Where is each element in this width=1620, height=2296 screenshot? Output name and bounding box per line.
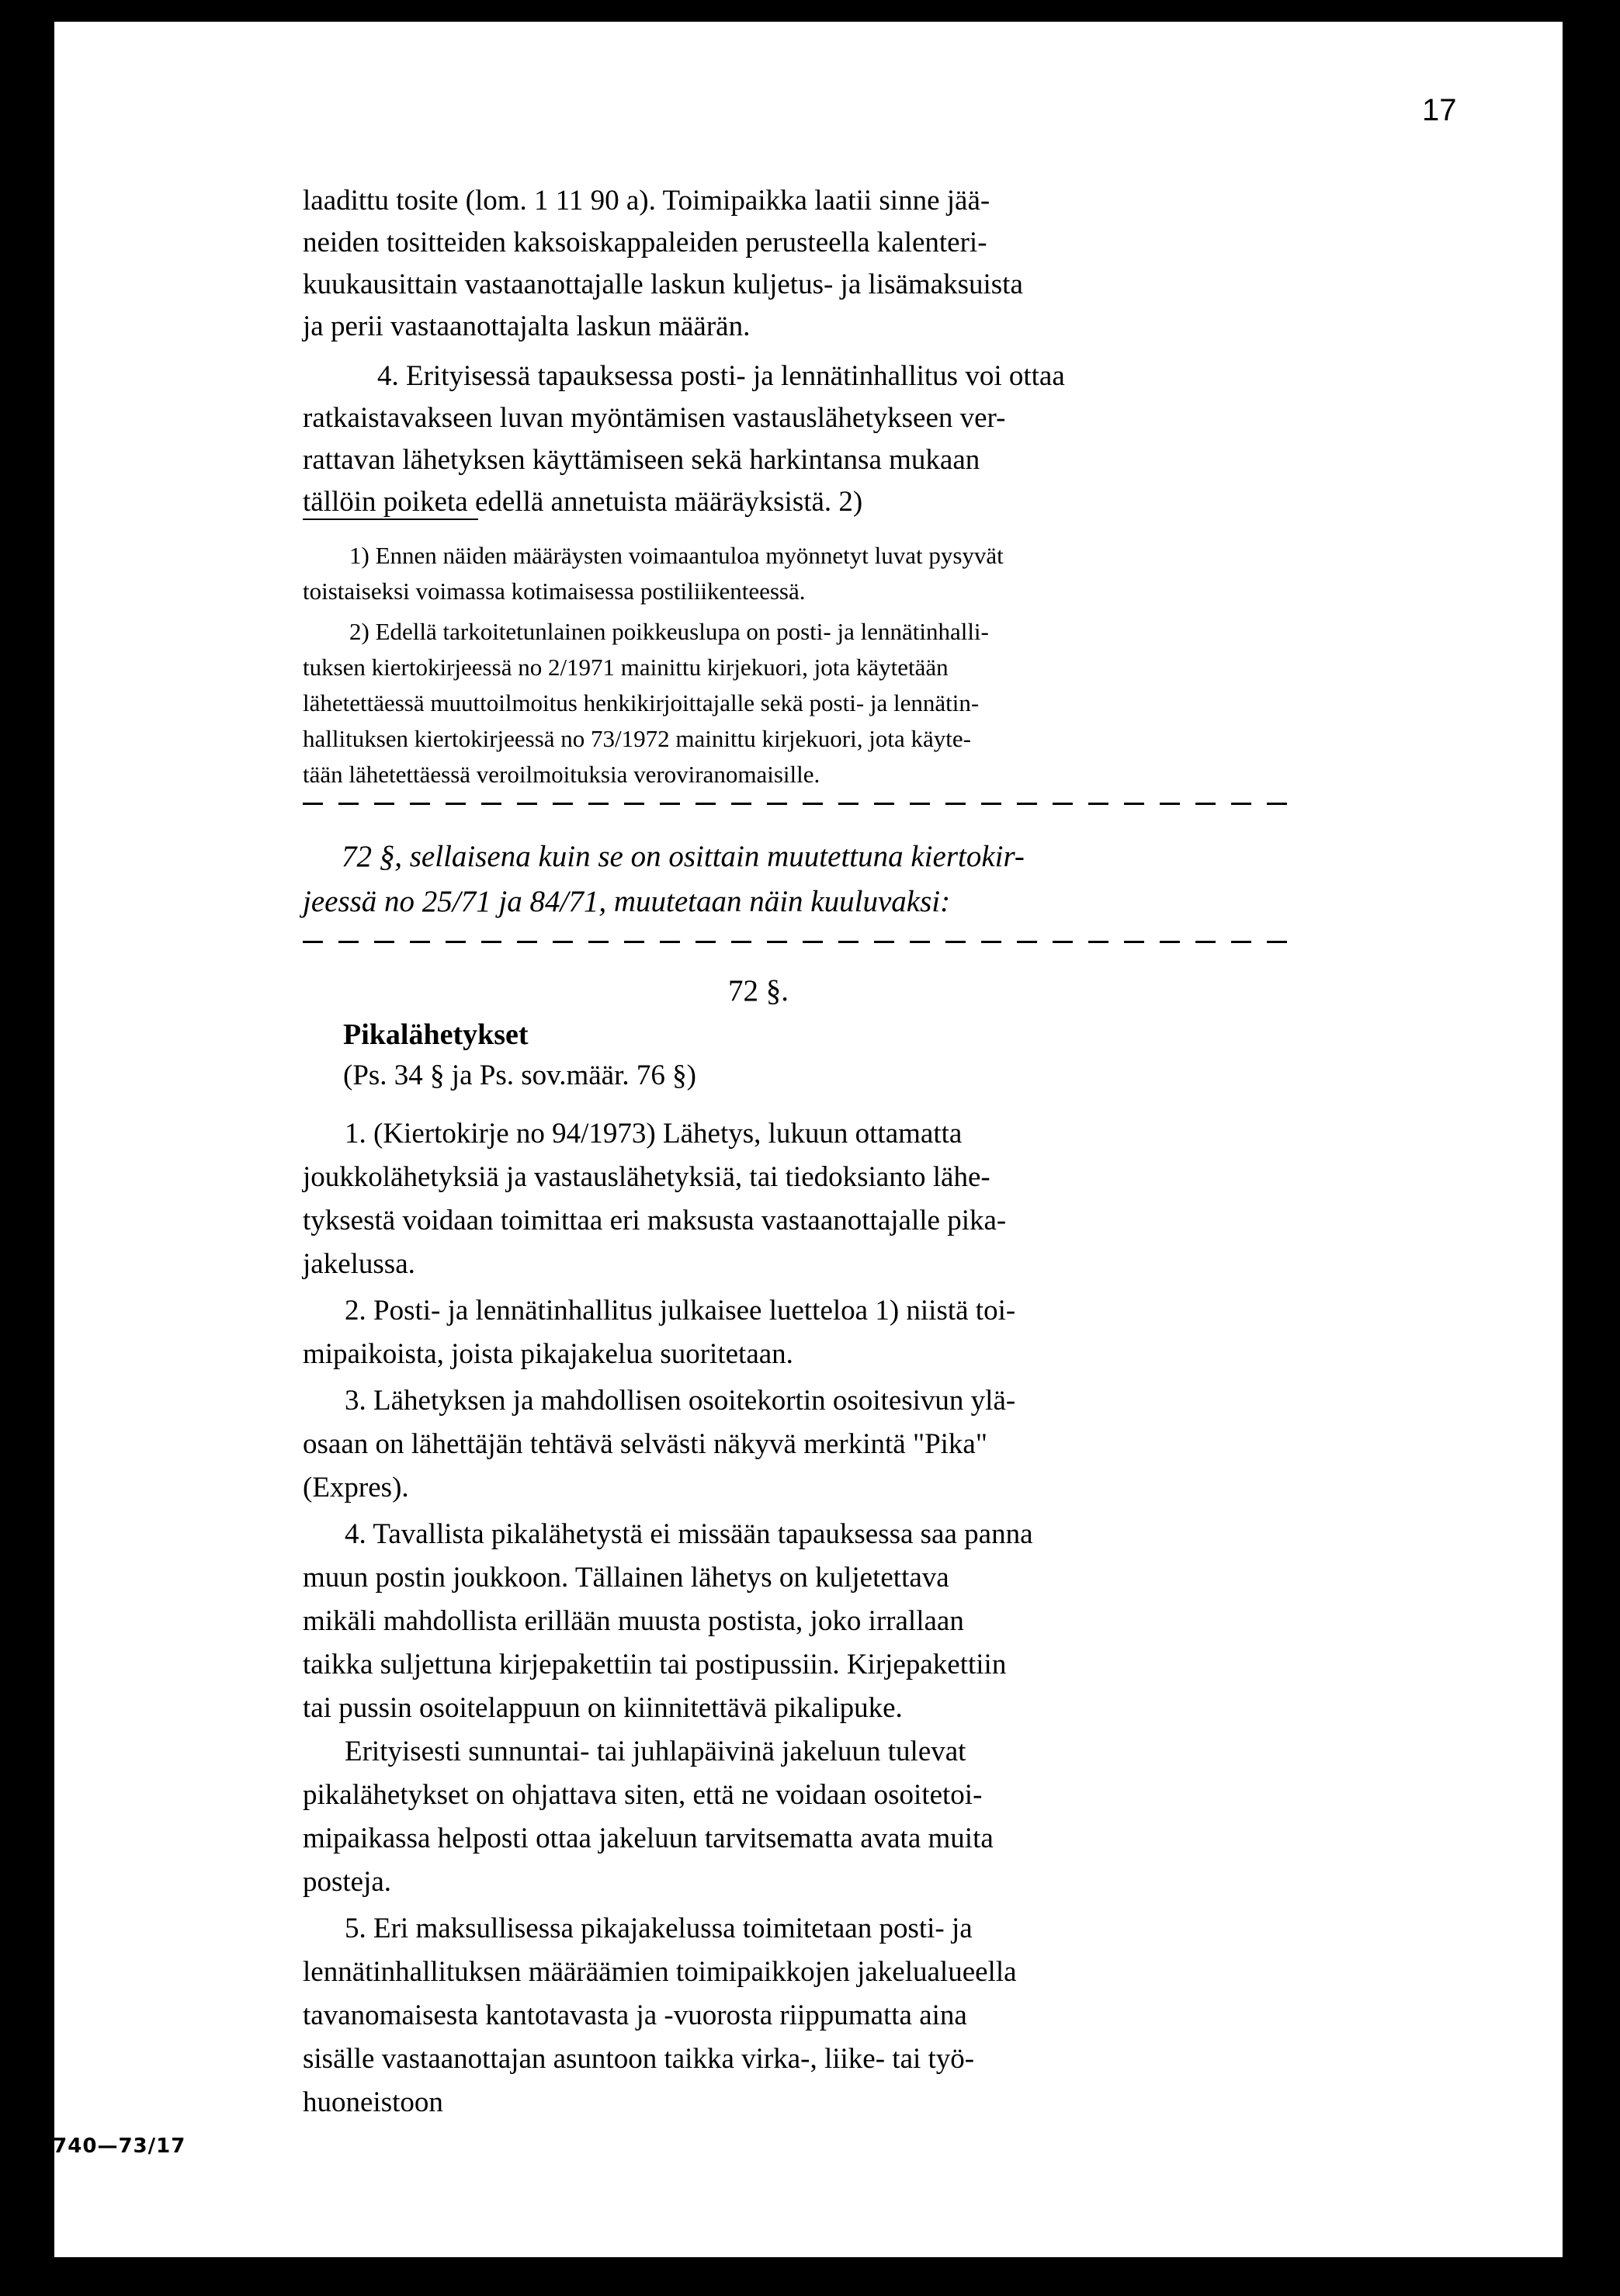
scan-edge-left [43,22,54,2257]
footnote-rule [303,519,478,520]
text-line: huoneistoon [303,2086,443,2118]
text-line: 4. Erityisessä tapauksessa posti- ja lennätinhallitus voi ottaa [377,360,1065,392]
footnote-line: toistaiseksi voimassa kotimaisessa postiliikenteessä. [303,577,806,605]
text-line: mipaikassa helposti ottaa jakeluun tarvitsematta avata muita [303,1823,994,1854]
footnote-line: hallituksen kiertokirjeessä no 73/1972 mainittu kirjekuori, jota käyte- [303,725,971,752]
section-reference: (Ps. 34 § ja Ps. sov.määr. 76 §) [343,1060,696,1091]
section-title: Pikalähetykset [343,1018,529,1051]
footnote-line: lähetettäessä muuttoilmoitus henkikirjoittajalle sekä posti- ja lennätin- [303,689,980,716]
text-line: posteja. [303,1866,392,1898]
page-number: 17 [1422,93,1457,127]
text-line: 4. Tavallista pikalähetystä ei missään tapauksessa saa panna [345,1518,1033,1550]
text-line: lennätinhallituksen määräämien toimipaikkojen jakelualueella [303,1956,1017,1988]
text-line: tavanomaisesta kantotavasta ja -vuorosta riippumatta aina [303,1999,967,2031]
document-page [43,22,1577,2257]
text-line: (Expres). [303,1472,409,1503]
section-number: 72 §. [728,974,789,1008]
text-line: laadittu tosite (lom. 1 11 90 a). Toimipaikka laatii sinne jää- [303,185,990,217]
footnote-line: 2) Edellä tarkoitetunlainen poikkeuslupa on posti- ja lennätinhalli- [349,618,989,645]
text-line: jakelussa. [303,1248,415,1280]
footnote-line: tään lähetettäessä veroilmoituksia veroviranomaisille. [303,761,820,788]
text-line: mipaikoista, joista pikajakelua suoritetaan. [303,1338,793,1370]
text-line: mikäli mahdollista erillään muusta postista, joko irrallaan [303,1605,964,1637]
text-line: tällöin poiketa edellä annetuista määräyksistä. 2) [303,486,863,518]
text-line: osaan on lähettäjän tehtävä selvästi näkyvä merkintä "Pika" [303,1428,987,1460]
text-line: pikalähetykset on ohjattava siten, että ne voidaan osoitetoi- [303,1779,983,1811]
print-code-stamp: 14740—73/17 [23,2135,186,2158]
text-line: Erityisesti sunnuntai- tai juhlapäivinä jakeluun tulevat [345,1736,966,1767]
text-line: sisälle vastaanottajan asuntoon taikka virka-, liike- tai työ- [303,2043,975,2075]
scan-edge-right [1563,22,1577,2257]
text-line: muun postin joukkoon. Tällainen lähetys on kuljetettava [303,1562,949,1594]
text-line: ja perii vastaanottajalta laskun määrän. [303,310,751,342]
text-line: tai pussin osoitelappuun on kiinnitettävä pikalipuke. [303,1692,903,1724]
amendment-line: 72 §, sellaisena kuin se on osittain muutettuna kiertokir- [342,840,1025,873]
text-line: 1. (Kiertokirje no 94/1973) Lähetys, lukuun ottamatta [345,1118,963,1150]
footnote-line: tuksen kiertokirjeessä no 2/1971 mainittu kirjekuori, jota käytetään [303,654,949,681]
text-line: neiden tositteiden kaksoiskappaleiden perusteella kalenteri- [303,227,987,258]
text-line: 2. Posti- ja lennätinhallitus julkaisee luetteloa 1) niistä toi- [345,1295,1016,1327]
text-line: tyksestä voidaan toimittaa eri maksusta vastaanottajalle pika- [303,1205,1007,1236]
dashed-separator [303,941,1289,943]
footnote-line: 1) Ennen näiden määräysten voimaantuloa myönnetyt luvat pysyvät [349,542,1004,569]
dashed-separator [303,803,1289,805]
text-line: 3. Lähetyksen ja mahdollisen osoitekortin osoitesivun ylä- [345,1385,1016,1417]
amendment-line: jeessä no 25/71 ja 84/71, muutetaan näin kuuluvaksi: [303,885,951,918]
text-line: rattavan lähetyksen käyttämiseen sekä harkintansa mukaan [303,444,980,476]
text-line: kuukausittain vastaanottajalle laskun kuljetus- ja lisämaksuista [303,269,1023,300]
text-line: taikka suljettuna kirjepakettiin tai postipussiin. Kirjepakettiin [303,1649,1007,1680]
text-line: joukkolähetyksiä ja vastauslähetyksiä, tai tiedoksianto lähe- [303,1161,990,1193]
text-line: ratkaistavakseen luvan myöntämisen vastauslähetykseen ver- [303,402,1006,434]
text-line: 5. Eri maksullisessa pikajakelussa toimitetaan posti- ja [345,1913,973,1944]
